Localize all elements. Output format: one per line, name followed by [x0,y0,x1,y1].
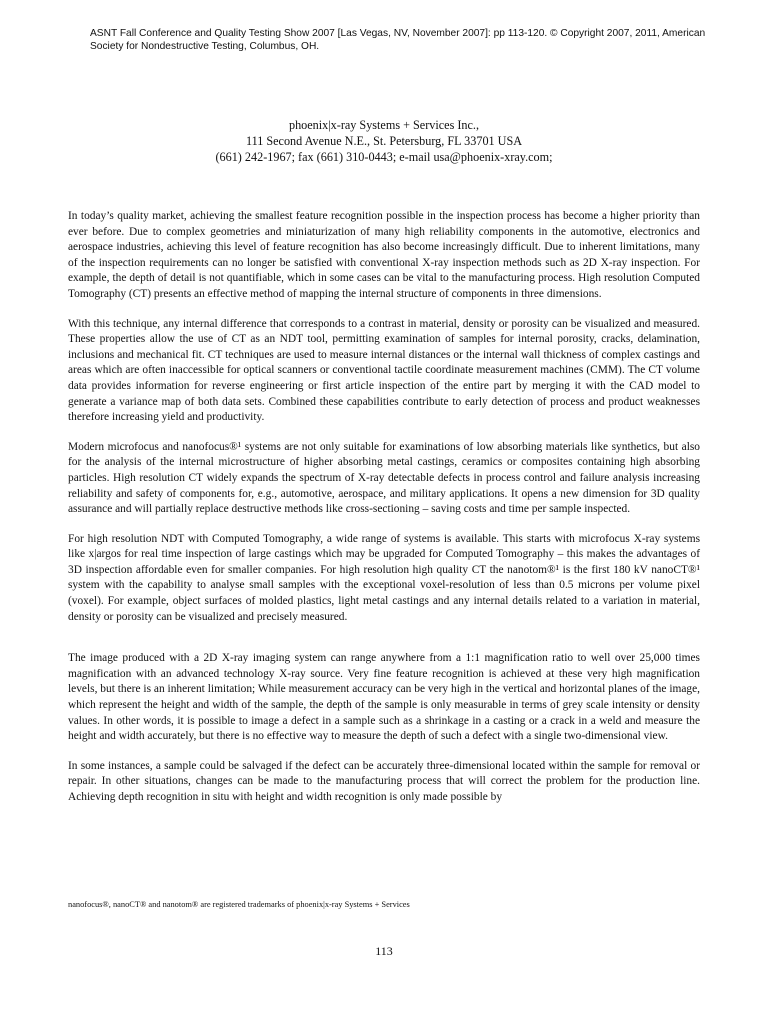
page-number: 113 [375,944,393,958]
conference-citation: ASNT Fall Conference and Quality Testing Show 2007 [Las Vegas, NV, November 2007]: pp 113-120. © Copyright 2007, 2011, American Society for Nondestructive Testing, Columbus, OH. [90,28,706,52]
paragraph: Modern microfocus and nanofocus®¹ systems are not only suitable for examinations of low absorbing materials like synthetics, but also for the analysis of the internal microstructure of higher absorbing metal castings, ceramics or composites containing high absorbing particles. High resolution CT widely expands the spectrum of X-ray detectable defects in process control and failure analysis increasing reliability and safety of components for, e.g., automotive, aerospace, and military applications. It opens a new dimension for 3D quality assurance and will partially replace destructive methods like cross-sectioning – saving costs and time per sample inspected. [68,440,700,516]
trademark-footnote: nanofocus®, nanoCT® and nanotom® are registered trademarks of phoenix|x-ray Systems + Services [68,900,410,909]
author-affiliation [0,117,768,165]
paragraph: In today’s quality market, achieving the smallest feature recognition possible in the inspection process has become a higher priority than ever before. Due to complex geometries and miniaturization of many high reliability components in the automotive, electronics and aerospace industries, achieving this level of feature recognition has also become increasingly difficult. Due to inherent limitations, many of the inspection requirements can no longer be satisfied with conventional X-ray inspection methods such as 2D X-ray inspection. For example, the depth of detail is not quantifiable, which in some cases can be vital to the manufacturing process. High resolution Computed Tomography (CT) presents an effective method of mapping the internal structure of components in three dimensions. [68,210,700,300]
contact-info: (661) 242-1967; fax (661) 310-0443; e-mail usa@phoenix-xray.com; [215,150,553,164]
company-name: phoenix|x-ray Systems + Services Inc., [288,118,480,132]
paragraph: The image produced with a 2D X-ray imaging system can range anywhere from a 1:1 magnification ratio to well over 25,000 times magnification with an advanced technology X-ray source. Very fine feature recognition is achieved at these very high magnification levels, but there is an inherent limitation; While measurement accuracy can be very high in the vertical and horizontal planes of the image, which represent the height and width of the sample, the depth of the sample is only measurable in terms of grey scale intensity or density values. In other words, it is possible to image a defect in a sample such as a shrinkage in a casting or a crack in a weld and measure the height and width accurately, but there is no effective way to measure the depth of such a defect with a single two-dimensional view. [68,652,700,743]
paragraph: With this technique, any internal difference that corresponds to a contrast in material, density or porosity can be visualized and measured. These properties allow the use of CT as an NDT tool, permitting examination of samples for internal porosity, cracks, delamination, inclusions and mechanical fit. CT techniques are used to measure internal distances or the internal wall thickness of complex castings and areas which are often inaccessible for optical scanners or conventional tactile coordinate measurement machines (CMM). The CT volume data provides information for reverse engineering or first article inspection of the entire part by merging it with the CAD model to generate a variance map of both data sets. Combined these capabilities contribute to early detection of process and product weaknesses therefore increasing yield and productivity. [68,317,700,424]
body-text [68,209,700,820]
company-address: 111 Second Avenue N.E., St. Petersburg, FL 33701 USA [245,134,523,148]
paragraph: In some instances, a sample could be salvaged if the defect can be accurately three-dimensional located within the sample for removal or repair. In other situations, changes can be made to the manufacturing process that will correct the problem for the production line. Achieving depth recognition in situ with height and width recognition is only made possible by [68,759,700,803]
paragraph: For high resolution NDT with Computed Tomography, a wide range of systems is available. This starts with microfocus X-ray systems like x|argos for real time inspection of large castings which may be upgraded for Computed Tomography – this makes the advantages of 3D inspection affordable even for smaller companies. For high resolution high quality CT the nanotom®¹ is the first 180 kV nanoCT®¹ system with the capability to analyse small samples with the exceptional voxel-resolution of less than 0.5 microns per volume pixel (voxel). For example, object surfaces of molded plastics, light metal castings and any internal details related to a variation in material, density or porosity can be visualized and precisely measured. [68,532,700,623]
